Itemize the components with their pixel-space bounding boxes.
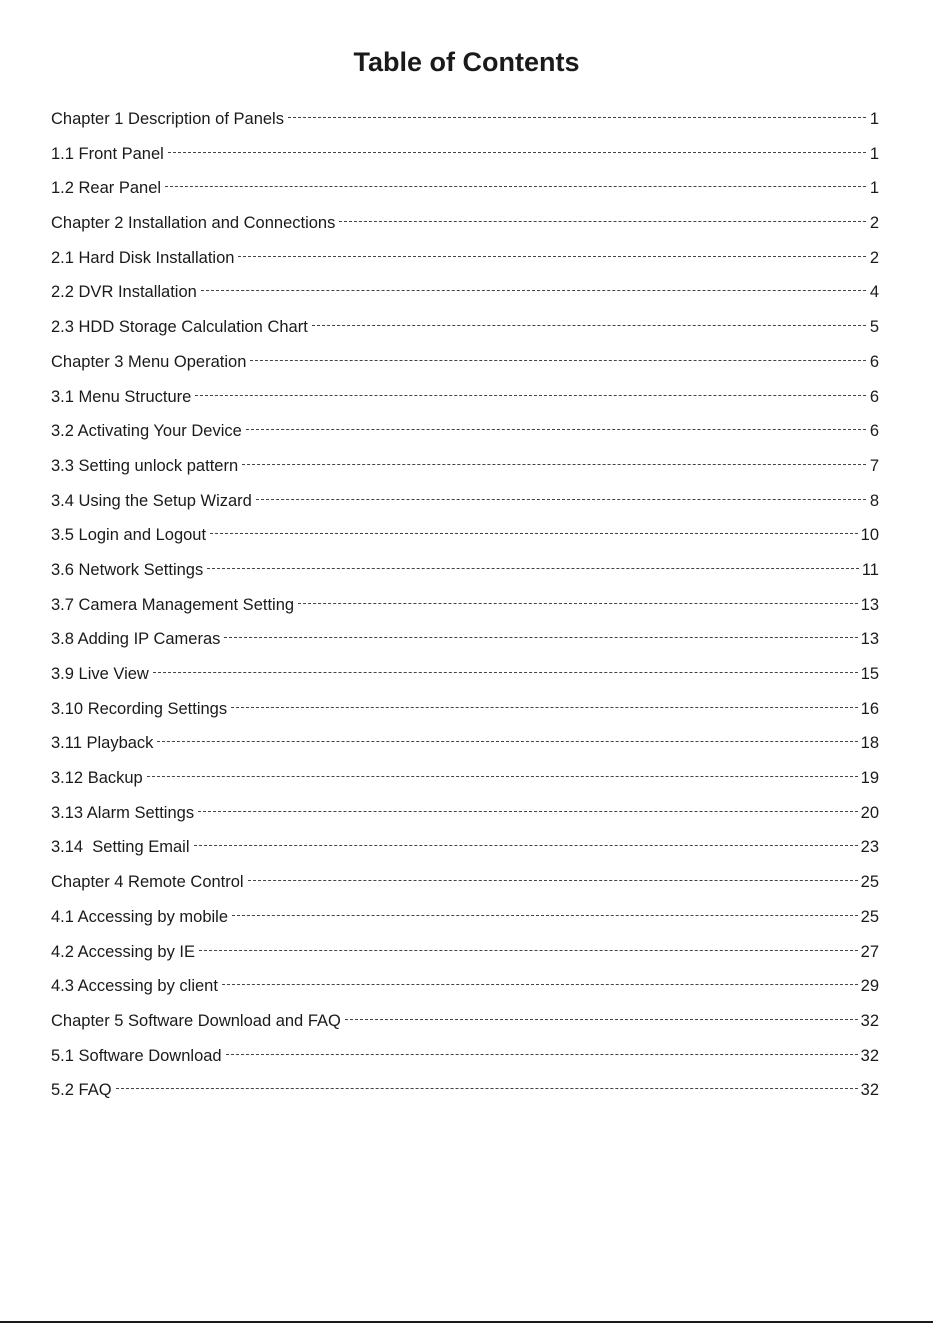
toc-entry-page-number: 16 — [860, 699, 879, 718]
toc-entry-title: 3.12 Backup — [51, 769, 143, 788]
toc-entry-page-number: 7 — [869, 456, 879, 475]
toc-dot-leader — [238, 256, 866, 257]
toc-entry[interactable] — [51, 275, 879, 310]
toc-entry[interactable] — [51, 553, 879, 588]
toc-entry-title: Chapter 4 Remote Control — [51, 873, 244, 892]
toc-dot-leader — [298, 603, 858, 604]
toc-dot-leader — [231, 707, 858, 708]
toc-entry-title: 4.2 Accessing by IE — [51, 942, 195, 961]
toc-entry-title: 3.3 Setting unlock pattern — [51, 456, 239, 475]
toc-entry-page-number: 32 — [860, 1011, 879, 1030]
toc-dot-leader — [250, 360, 866, 361]
toc-entry-title: 2.1 Hard Disk Installation — [51, 248, 235, 267]
toc-entry-title: 4.3 Accessing by client — [51, 977, 218, 996]
toc-entry-title: 5.2 FAQ — [51, 1081, 112, 1100]
toc-entry-page-number: 2 — [869, 248, 879, 267]
toc-dot-leader — [194, 845, 858, 846]
toc-entry-title: 2.3 HDD Storage Calculation Chart — [51, 318, 308, 337]
toc-entry-title: 3.14 Setting Email — [51, 838, 190, 857]
toc-entry-title: 3.6 Network Settings — [51, 560, 204, 579]
toc-entry[interactable] — [51, 900, 879, 935]
toc-entry[interactable] — [51, 310, 879, 345]
toc-entry-page-number: 1 — [869, 110, 879, 128]
toc-entry-title: 3.11 Playback — [51, 734, 154, 753]
toc-entry[interactable] — [51, 935, 879, 970]
toc-entry-page-number: 25 — [860, 873, 879, 892]
toc-entry-page-number: 32 — [860, 1081, 879, 1100]
toc-entry-page-number: 1 — [869, 179, 879, 198]
toc-entry[interactable] — [51, 518, 879, 553]
toc-entry-page-number: 27 — [860, 942, 879, 961]
toc-entry[interactable] — [51, 414, 879, 449]
toc-dot-leader — [198, 811, 858, 812]
toc-entry[interactable] — [51, 830, 879, 865]
toc-entry[interactable] — [51, 726, 879, 761]
toc-dot-leader — [147, 776, 858, 777]
toc-entry-page-number: 32 — [860, 1046, 879, 1065]
toc-dot-leader — [157, 741, 857, 742]
toc-entry-title: 2.2 DVR Installation — [51, 283, 197, 302]
toc-dot-leader — [168, 152, 866, 153]
toc-entry-title: 3.5 Login and Logout — [51, 526, 207, 545]
toc-entry-title: 1.1 Front Panel — [51, 144, 164, 163]
toc-entry-title: 4.1 Accessing by mobile — [51, 907, 229, 926]
toc-entry-title: 5.1 Software Download — [51, 1046, 222, 1065]
toc-entry-page-number: 6 — [869, 387, 879, 406]
toc-entry[interactable] — [51, 345, 879, 380]
toc-entry-page-number: 29 — [860, 977, 879, 996]
toc-entry-page-number: 25 — [860, 907, 879, 926]
toc-entry-title: 3.8 Adding IP Cameras — [51, 630, 221, 649]
toc-entry-title: 3.13 Alarm Settings — [51, 803, 195, 822]
toc-dot-leader — [242, 464, 866, 465]
toc-entry[interactable] — [51, 1073, 879, 1108]
toc-entry-page-number: 2 — [869, 214, 879, 233]
toc-entry-title: 3.4 Using the Setup Wizard — [51, 491, 252, 510]
toc-entry[interactable] — [51, 206, 879, 241]
toc-entry-page-number: 20 — [860, 803, 879, 822]
toc-entry-title: 3.10 Recording Settings — [51, 699, 228, 718]
toc-entry-page-number: 1 — [869, 144, 879, 163]
toc-entry[interactable] — [51, 137, 879, 172]
toc-dot-leader — [248, 880, 858, 881]
table-of-contents — [51, 102, 879, 1108]
toc-dot-leader — [222, 984, 858, 985]
toc-entry[interactable] — [51, 761, 879, 796]
toc-entry[interactable] — [51, 449, 879, 484]
toc-entry-title: Chapter 3 Menu Operation — [51, 352, 247, 371]
toc-entry[interactable] — [51, 657, 879, 692]
toc-dot-leader — [246, 429, 866, 430]
toc-dot-leader — [339, 221, 866, 222]
toc-entry[interactable] — [51, 380, 879, 415]
toc-entry[interactable] — [51, 969, 879, 1004]
toc-entry-title: Chapter 1 Description of Panels — [51, 110, 284, 128]
bottom-rule — [0, 1321, 933, 1323]
toc-entry[interactable] — [51, 588, 879, 623]
toc-entry-page-number: 11 — [861, 560, 879, 579]
toc-entry-page-number: 23 — [860, 838, 879, 857]
toc-entry[interactable] — [51, 171, 879, 206]
toc-entry-page-number: 13 — [860, 595, 879, 614]
toc-dot-leader — [312, 325, 866, 326]
toc-dot-leader — [226, 1054, 858, 1055]
toc-entry-page-number: 15 — [860, 665, 879, 683]
toc-dot-leader — [256, 499, 866, 500]
toc-dot-leader — [288, 117, 866, 118]
toc-entry-page-number: 10 — [860, 526, 879, 545]
toc-entry-title: Chapter 2 Installation and Connections — [51, 214, 336, 233]
toc-entry[interactable] — [51, 865, 879, 900]
toc-entry-page-number: 8 — [869, 491, 879, 510]
toc-entry-page-number: 19 — [860, 769, 879, 788]
toc-dot-leader — [207, 568, 859, 569]
toc-dot-leader — [199, 950, 858, 951]
toc-entry-page-number: 18 — [860, 734, 879, 753]
toc-entry[interactable] — [51, 102, 879, 137]
toc-dot-leader — [224, 637, 857, 638]
toc-entry[interactable] — [51, 484, 879, 519]
toc-entry[interactable] — [51, 1004, 879, 1039]
toc-entry[interactable] — [51, 692, 879, 727]
toc-dot-leader — [165, 186, 866, 187]
toc-entry[interactable] — [51, 1039, 879, 1074]
toc-entry-page-number: 4 — [869, 283, 879, 302]
toc-entry-title: 3.1 Menu Structure — [51, 387, 192, 406]
toc-entry-title: 1.2 Rear Panel — [51, 179, 162, 198]
toc-entry[interactable] — [51, 622, 879, 657]
toc-entry-page-number: 13 — [860, 630, 879, 649]
toc-dot-leader — [210, 533, 858, 534]
toc-dot-leader — [195, 395, 866, 396]
toc-dot-leader — [116, 1088, 858, 1089]
toc-dot-leader — [345, 1019, 858, 1020]
toc-dot-leader — [232, 915, 858, 916]
toc-entry[interactable] — [51, 796, 879, 831]
toc-entry-page-number: 6 — [869, 352, 879, 371]
toc-entry-title: 3.9 Live View — [51, 665, 149, 683]
toc-entry-title: Chapter 5 Software Download and FAQ — [51, 1011, 341, 1030]
page-title: Table of Contents — [353, 47, 580, 77]
toc-dot-leader — [153, 672, 858, 673]
toc-dot-leader — [201, 290, 866, 291]
toc-entry-title: 3.2 Activating Your Device — [51, 422, 242, 441]
toc-entry-page-number: 6 — [869, 422, 879, 441]
toc-entry[interactable] — [51, 241, 879, 276]
toc-entry-page-number: 5 — [869, 318, 879, 337]
toc-entry-title: 3.7 Camera Management Setting — [51, 595, 295, 614]
